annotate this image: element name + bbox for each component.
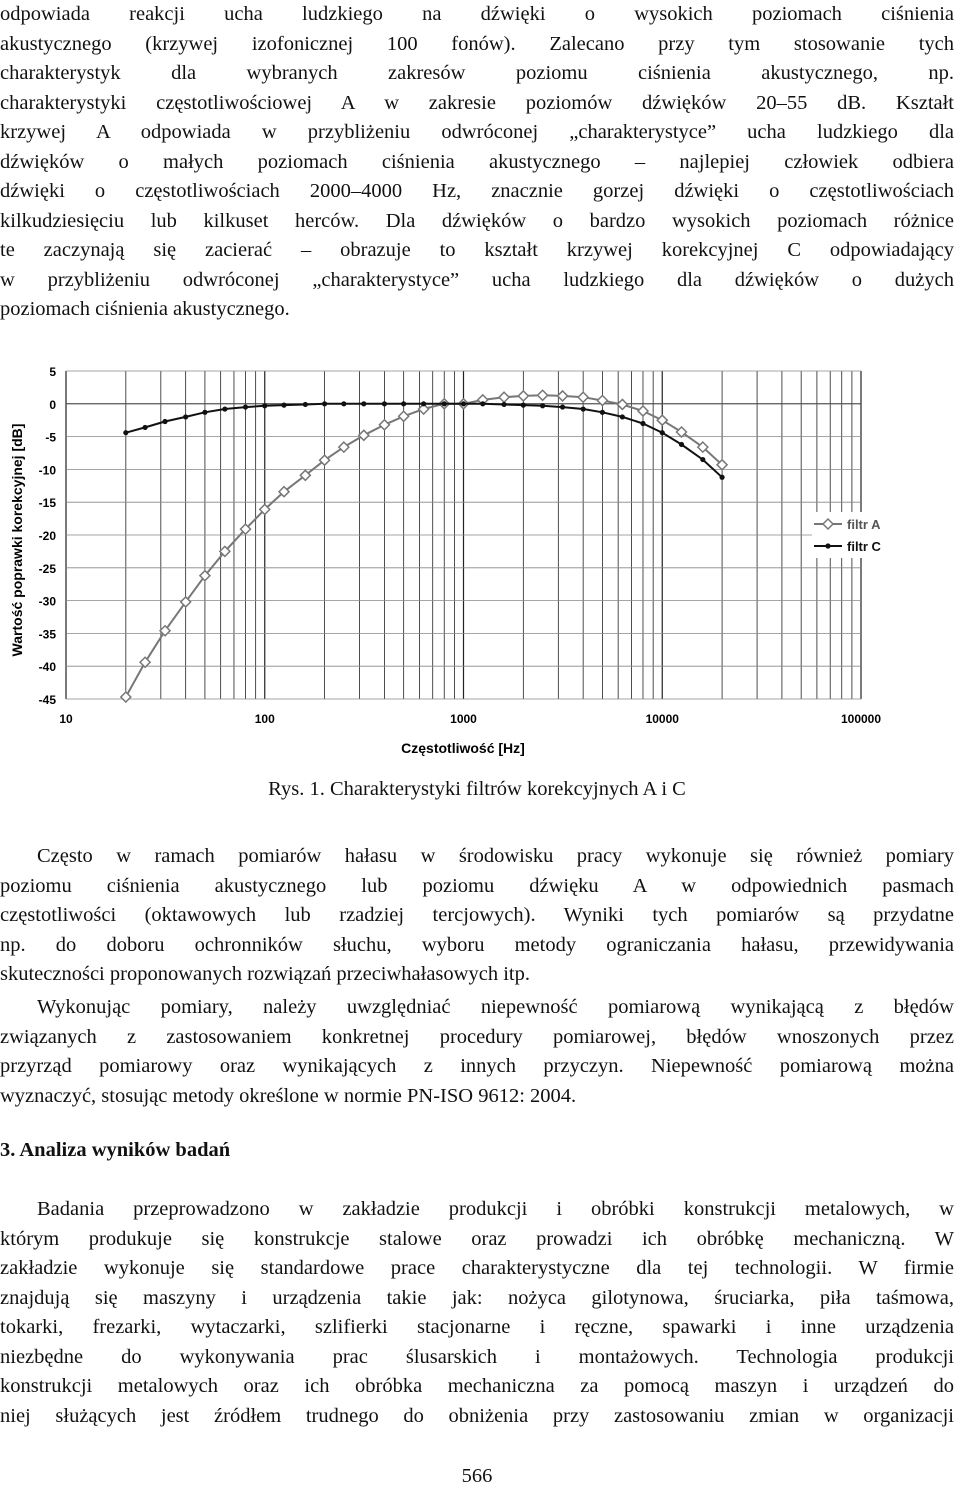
- text-line: tokarki, frezarki, wytaczarki, szlifierki stacjonarne i ręczne, spawarki i inne urządzenia: [0, 1316, 954, 1338]
- figure-caption: Rys. 1. Charakterystyki filtrów korekcyjnych A i C: [268, 778, 686, 800]
- data-point-filtr-c: [620, 414, 625, 419]
- text-line: krzywej A odpowiada w przybliżeniu odwróconej „charakterystyce” ucha ludzkiego dla: [0, 121, 954, 143]
- data-point-filtr-c: [501, 402, 506, 407]
- text-line: charakterystyki częstotliwościowej A w zakresie poziomów dźwięków 20–55 dB. Kształt: [0, 91, 954, 114]
- legend-label-filtr-c: filtr C: [847, 539, 881, 554]
- page-number: 566: [461, 1465, 493, 1487]
- y-tick-label: -10: [38, 463, 56, 478]
- chart-legend: [812, 512, 900, 558]
- data-point-filtr-c: [202, 410, 207, 415]
- y-tick-label: -20: [38, 529, 56, 543]
- data-point-filtr-c: [303, 402, 308, 407]
- data-point-filtr-c: [382, 401, 387, 406]
- data-point-filtr-c: [361, 401, 366, 406]
- data-point-filtr-a: [379, 420, 389, 430]
- text-line: odpowiada reakcji ucha ludzkiego na dźwięki o wysokich poziomach ciśnienia: [0, 3, 954, 25]
- data-point-filtr-c: [183, 414, 188, 419]
- paragraph-research: [0, 1195, 954, 1431]
- paragraph-intro: [0, 0, 954, 325]
- y-tick-label: -35: [38, 627, 56, 642]
- data-point-filtr-c: [442, 401, 447, 406]
- text-line: wyznaczyć, stosując metody określone w normie PN-ISO 9612: 2004.: [0, 1084, 577, 1107]
- y-tick-label: -40: [38, 660, 56, 675]
- text-line: poziomu ciśnienia akustycznego lub poziomu dźwięku A w odpowiednich pasmach: [0, 874, 954, 897]
- data-point-filtr-c: [560, 404, 565, 409]
- chart-series: [121, 390, 727, 702]
- data-point-filtr-c: [123, 430, 128, 435]
- data-point-filtr-a: [518, 391, 528, 401]
- text-line: związanych z zastosowaniem konkretnej procedury pomiarowej, błędów wnoszonych przez: [0, 1025, 954, 1048]
- text-line: znajdują się maszyny i urządzenia takie jak: nożyca gilotynowa, śruciarka, piła taśmowa,: [0, 1286, 954, 1309]
- y-tick-label: -25: [38, 561, 56, 576]
- text-line: w przybliżeniu odwróconej „charakterystyce” ucha ludzkiego dla dźwięków o dużych: [0, 268, 954, 291]
- text-line: Badania przeprowadzono w zakładzie produkcji i obróbki konstrukcji metalowych, w: [37, 1198, 954, 1220]
- data-point-filtr-c: [222, 406, 227, 411]
- text-line: przyrząd pomiarowy oraz wynikających z innych przyczyn. Niepewność pomiarową można: [0, 1055, 954, 1077]
- data-point-filtr-c: [142, 425, 147, 430]
- data-point-filtr-c: [521, 403, 526, 408]
- x-axis-label: Częstotliwość [Hz]: [401, 740, 525, 756]
- y-tick-label: -45: [38, 693, 56, 707]
- text-line: te zaczynają się zacierać – obrazuje to kształt krzywej korekcyjnej C odpowiadający: [0, 239, 954, 261]
- text-line: kilkudziesięciu lub kilkuset herców. Dla dźwięków o bardzo wysokich poziomach różnice: [0, 209, 954, 232]
- data-point-filtr-c: [341, 401, 346, 406]
- y-tick-label: -30: [38, 594, 56, 609]
- text-line: charakterystyk dla wybranych zakresów poziomu ciśnienia akustycznego, np.: [0, 62, 954, 84]
- paragraph-measurements: [0, 842, 954, 990]
- data-point-filtr-a: [638, 406, 648, 416]
- text-line: konstrukcji metalowych oraz ich obróbka mechaniczna za pomocą maszyn i urządzeń do: [0, 1375, 954, 1397]
- data-point-filtr-c: [281, 403, 286, 408]
- x-tick-label: 100000: [840, 712, 882, 726]
- data-point-filtr-c: [421, 401, 426, 406]
- data-point-filtr-c: [700, 457, 705, 462]
- data-point-filtr-c: [679, 442, 684, 447]
- chart-grid: [66, 371, 861, 699]
- text-line: dźwięki o częstotliwościach 2000–4000 Hz, znacznie gorzej dźwięki o częstotliwościach: [0, 180, 954, 202]
- data-point-filtr-c: [262, 403, 267, 408]
- y-tick-label: 5: [49, 365, 56, 379]
- text-line: np. do doboru ochronników słuchu, wyboru metody ograniczania hałasu, przewidywania: [0, 933, 954, 956]
- data-point-filtr-a: [359, 430, 369, 440]
- legend-marker-filtr-c: [825, 543, 830, 548]
- data-point-filtr-c: [640, 421, 645, 426]
- x-tick-label: 10000: [645, 712, 679, 726]
- text-line: niej służących jest źródłem trudnego do obniżenia przy zastosowaniu zmian w organizacji: [0, 1404, 954, 1427]
- y-axis-label: Wartość poprawki korekcyjnej [dB]: [9, 423, 25, 657]
- figure-chart: [0, 355, 900, 775]
- data-point-filtr-a: [578, 392, 588, 402]
- data-point-filtr-a: [399, 411, 409, 421]
- y-tick-label: -15: [38, 496, 56, 511]
- x-tick-label: 10: [59, 712, 73, 726]
- x-tick-label: 100: [254, 712, 275, 726]
- data-point-filtr-a: [121, 692, 131, 702]
- data-point-filtr-a: [657, 415, 667, 425]
- filter-characteristics-chart: [0, 355, 900, 775]
- data-point-filtr-c: [600, 410, 605, 415]
- text-line: zakładzie wykonuje się standardowe prace charakterystyczne dla tej technologii. W firmie: [0, 1257, 954, 1279]
- data-point-filtr-c: [461, 401, 466, 406]
- data-point-filtr-a: [617, 399, 627, 409]
- y-tick-label: -5: [45, 430, 56, 445]
- data-point-filtr-c: [162, 419, 167, 424]
- paragraph-uncertainty: [0, 993, 954, 1111]
- data-point-filtr-c: [660, 430, 665, 435]
- series-line-filtr-a: [126, 395, 722, 697]
- x-tick-label: 1000: [450, 712, 477, 726]
- data-point-filtr-a: [538, 390, 548, 400]
- text-line: niezbędne do wykonywania prac ślusarskich i montażowych. Technologia produkcji: [0, 1345, 954, 1368]
- data-point-filtr-c: [243, 404, 248, 409]
- legend-label-filtr-a: filtr A: [847, 517, 881, 532]
- section-heading: 3. Analiza wyników badań: [0, 1139, 231, 1161]
- data-point-filtr-a: [499, 392, 509, 402]
- text-line: Wykonując pomiary, należy uwzględniać niepewność pomiarową wynikającą z błędów: [37, 996, 954, 1018]
- series-line-filtr-c: [126, 404, 722, 478]
- data-point-filtr-c: [540, 403, 545, 408]
- data-point-filtr-c: [719, 475, 724, 480]
- data-point-filtr-c: [480, 401, 485, 406]
- text-line: którym produkuje się konstrukcje stalowe oraz prowadzi ich obróbkę mechaniczną. W: [0, 1227, 954, 1250]
- text-line: poziomach ciśnienia akustycznego.: [0, 298, 290, 320]
- y-tick-label: 0: [49, 397, 56, 412]
- text-line: dźwięków o małych poziomach ciśnienia akustycznego – najlepiej człowiek odbiera: [0, 150, 954, 173]
- data-point-filtr-c: [322, 401, 327, 406]
- text-line: skuteczności proponowanych rozwiązań przeciwhałasowych itp.: [0, 963, 530, 985]
- text-line: częstotliwości (oktawowych lub rzadziej tercjowych). Wyniki tych pomiarów są przydatne: [0, 904, 954, 926]
- data-point-filtr-a: [140, 657, 150, 667]
- data-point-filtr-a: [558, 391, 568, 401]
- data-point-filtr-c: [581, 406, 586, 411]
- text-line: Często w ramach pomiarów hałasu w środowisku pracy wykonuje się również pomiary: [37, 845, 954, 867]
- data-point-filtr-c: [401, 401, 406, 406]
- text-line: akustycznego (krzywej izofonicznej 100 fonów). Zalecano przy tym stosowanie tych: [0, 32, 954, 55]
